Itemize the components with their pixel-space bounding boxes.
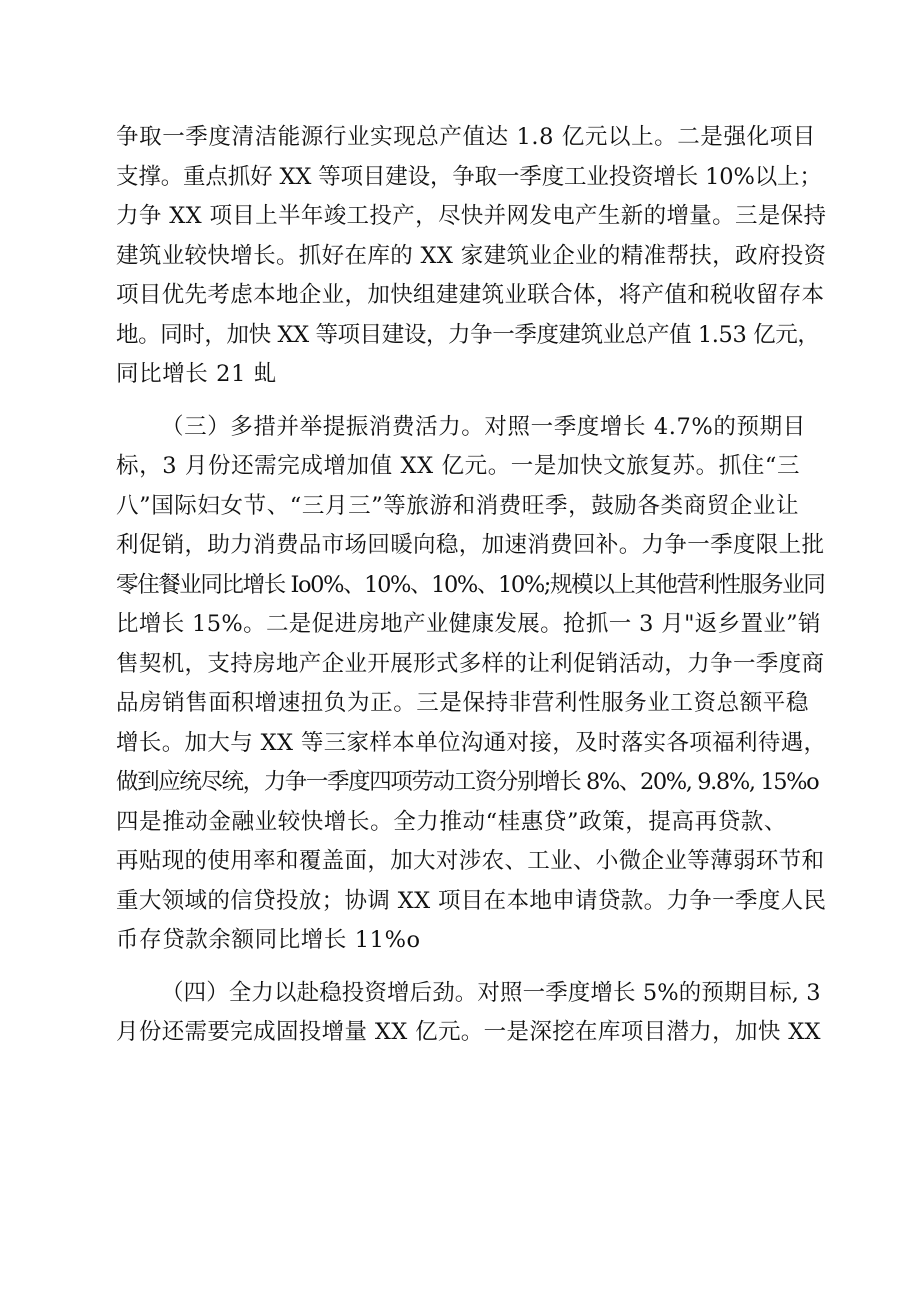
text-line: 建筑业较快增长。抓好在库的 XX 家建筑业企业的精准帮扶，政府投资	[116, 242, 827, 269]
text-line: 再贴现的使用率和覆盖面，加大对涉农、工业、小微企业等薄弱环节和	[116, 848, 825, 874]
text-line: 月份还需要完成固投增量 XX 亿元。一是深挖在库项目潜力，加快 XX	[116, 1019, 821, 1045]
document-body	[116, 118, 828, 1066]
paragraph-investment	[116, 974, 828, 1053]
section-heading-line: （四）全力以赴稳投资增后劲。对照一季度增长 5%的预期目标, 3	[161, 979, 821, 1006]
text-line: 增长。加大与 XX 等三家样本单位沟通对接，及时落实各项福利待遇，	[116, 729, 827, 756]
text-line: 同比增长 21 虬	[116, 361, 277, 387]
paragraph-industry-construction	[116, 118, 828, 395]
text-line: 重大领域的信贷投放；协调 XX 项目在本地申请贷款。力争一季度人民	[116, 887, 827, 914]
text-line: 四是推动金融业较快增长。全力推动“桂惠贷”政策，提高再贷款、	[116, 808, 788, 835]
text-line: 利促销，助力消费品市场回暖向稳，加速消费回补。力争一季度限上批	[116, 532, 825, 558]
text-line: 力争 XX 项目上半年竣工投产，尽快并网发电产生新的增量。三是保持	[116, 203, 827, 229]
text-line: 标，3 月份还需完成增加值 XX 亿元。一是加快文旅复苏。抓住“三	[116, 453, 801, 479]
section-heading-line: （三）多措并举提振消费活力。对照一季度增长 4.7%的预期目	[161, 413, 806, 440]
text-line: 八”国际妇女节、“三月三”等旅游和消费旺季，鼓励各类商贸企业让	[116, 492, 800, 519]
text-line: 地。同时，加快 XX 等项目建设，力争一季度建筑业总产值 1.53 亿元，	[116, 321, 820, 348]
text-line: 项目优先考虑本地企业，加快组建建筑业联合体，将产值和税收留存本	[116, 282, 825, 308]
text-line: 支撑。重点抓好 XX 等项目建设，争取一季度工业投资增长 10%以上；	[116, 163, 822, 190]
text-line: 售契机，支持房地产企业开展形式多样的让利促销活动，力争一季度商	[116, 650, 825, 677]
paragraph-consumption	[116, 408, 828, 961]
text-line: 争取一季度清洁能源行业实现总产值达 1.8 亿元以上。二是强化项目	[116, 124, 816, 150]
text-line: 零住餐业同比增长 Io0%、10%、10%、10%;规模以上其他营利性服务业同	[116, 571, 825, 598]
text-line: 品房销售面积增速扭负为正。三是保持非营利性服务业工资总额平稳	[116, 690, 810, 716]
text-line: 比增长 15%。二是促进房地产业健康发展。抢抓一 3 月"返乡置业”销	[116, 611, 821, 637]
text-line: 做到应统尽统，力争一季度四项劳动工资分别增长 8%、20%, 9.8%, 15%o	[116, 769, 819, 795]
text-line: 币存贷款余额同比增长 11%o	[116, 927, 421, 953]
